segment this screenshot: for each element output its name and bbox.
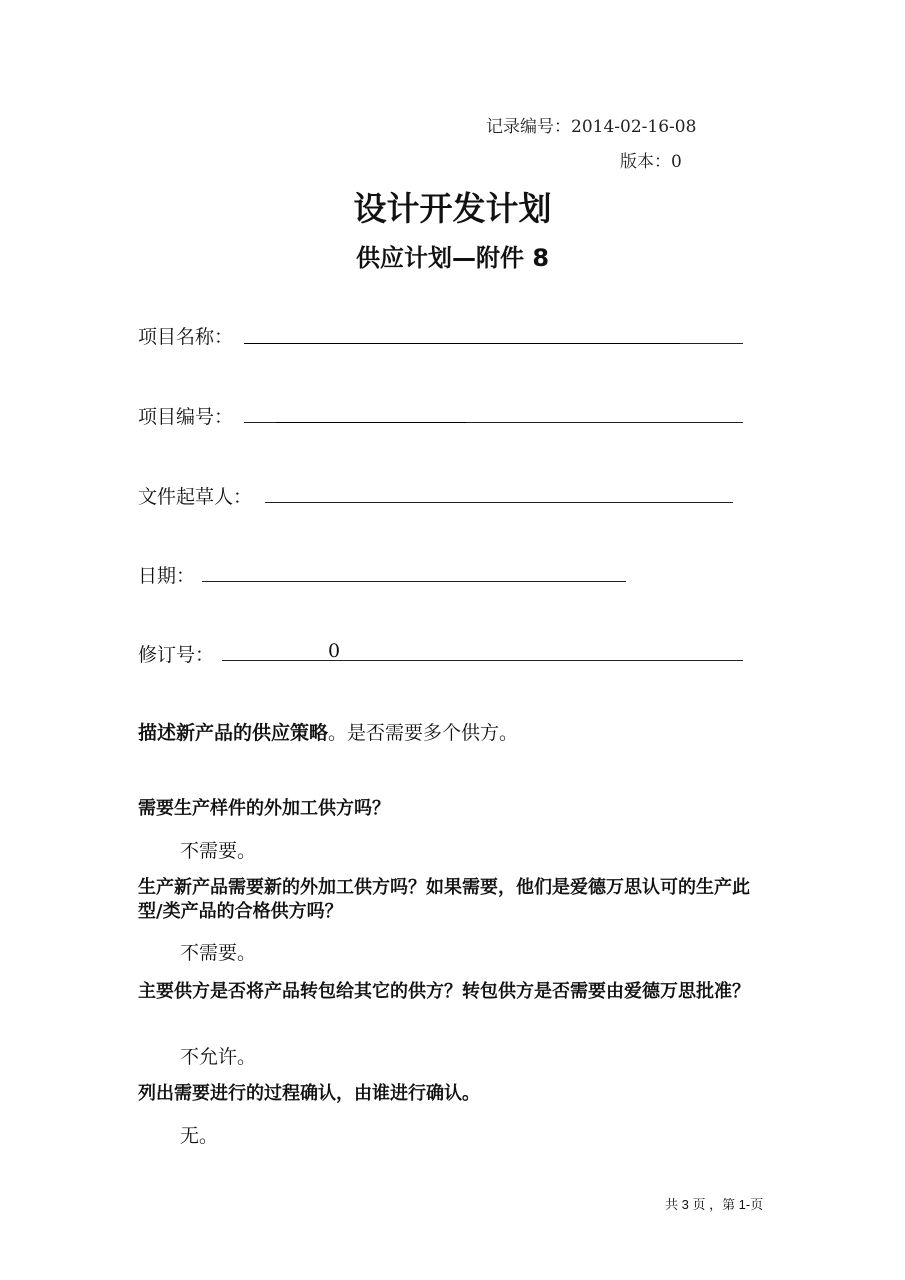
project-name-field-tail [680,343,743,344]
date-label: 日期： [138,565,196,587]
question-2: 生产新产品需要新的外加工供方吗？如果需要，他们是爱德万思认可的生产此型/类产品的合格供方吗？ [138,877,750,922]
question-3: 主要供方是否将产品转包给其它的供方？转包供方是否需要由爱德万思批准？ [138,981,750,1002]
project-number-label: 项目编号： [138,406,234,428]
question-4: 列出需要进行的过程确认，由谁进行确认。 [138,1083,480,1104]
answer-1: 不需要。 [180,840,257,862]
drafter-field[interactable] [265,502,733,503]
answer-4: 无。 [180,1125,219,1147]
supply-strategy-heading: 描述新产品的供应策略 [138,722,329,744]
project-name-field[interactable] [244,343,680,344]
date-field[interactable] [202,581,626,582]
project-name-label: 项目名称： [138,326,234,348]
supply-strategy-text: 。是否需要多个供方。 [328,722,519,744]
version-number: 版本：0 [620,152,682,172]
answer-3: 不允许。 [180,1046,257,1068]
page-footer: 共 3 页 ，第 1-页 [665,1197,764,1212]
answer-2: 不需要。 [180,942,257,964]
project-number-field-filled [276,422,466,423]
document-subtitle: 供应计划—附件 8 [355,244,550,272]
supply-strategy-intro [138,718,518,745]
revision-field[interactable] [222,660,743,661]
drafter-label: 文件起草人： [138,486,253,508]
revision-value: 0 [328,640,341,662]
question-1: 需要生产样件的外加工供方吗？ [138,798,390,819]
record-number: 记录编号：2014-02-16-08 [486,117,697,137]
document-title: 设计开发计划 [353,189,552,228]
revision-label: 修订号： [138,644,215,666]
